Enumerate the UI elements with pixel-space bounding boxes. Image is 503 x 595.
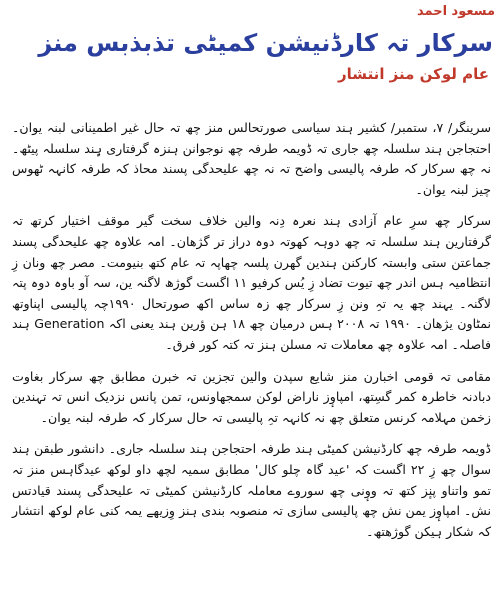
article-body [12,118,491,553]
byline: مسعود احمد [416,4,495,19]
paragraph-4: ڈویمہ طرفہ چھ کارڈنیشن کمیٹی ہند طرفہ احتجاجن ہند سلسلہ جاری۔ دانشور طبقن ہند سوال چھ زِ ۲۲ اگست کہ 'عید گاہ چلو کال' مطابق سمیہ لچھ داو لوکھ عیدگاہس منز تہ تمو واتناو پنٕز کتھ تہ ووٕنی چھ سوروے معاملہ کارڈنیشن کمیٹی تہ علیحدگی پسند قیادتس نش۔ امپاوٕز یمن نش چھ پالیسی سازی تہ منصوبہ بندی ہنز وِزیھے یمہ کنی عام لوکھ انتشار کہ شکار ہیکن گوژھتھ۔ [12,441,491,539]
subheadline: عام لوکن منز انتشار [338,65,489,83]
headline: سرکار تہ کارڈنیشن کمیٹی تذبذبس منز [38,29,493,57]
paragraph-3: مقامی تہ قومی اخبارن منز شایع سپدن والین تجزین تہ خبرن مطابق چھ سرکار بغاوت دبادنہ خاطرہ کمر گسِتھ، امپاوٕز ناراض لوکن سمجھاونس، تمن پانس نزدیک انس تہ تہندین زخمن مہلامہ کرنس متعلق چھ نہ کانہہ تہِ پالیسی تہ حال سرکار کہ طرفہ لبنہ یوان۔ [12,368,491,425]
paragraph-2: سرکار چھ سرِ عام آزادی ہند نعرہ دِنہ والین خلاف سخت گیر موقف اختیار کرتھ تہ گرفتارین ہند سلسلہ تہ چھ دوہہ کھوتہ دوہ دراز تر گژھان۔ امہ علاوہ چھ علیحدگی پسند جماعتن ستی وابستہ کارکنن ہندین گھرن پلسہ چھاپہ تہ عام کتھ بنیومت۔ مصر چھ ونان زِ انتظامیہ ہس اندر چھ تیوت تضاد زِ یُس کرفیو ۱۱ اگست گوژھ لاگنہ ین، سہ آو باوہ دوہ پتہ لاگنہ۔ یہند چھ یہ تہِ ونن زِ سرکار چھ زہ ساس اکھ صورتحال ۱۹۹۰چہ پالیسی اپناوتھ نمٹاون یژھان۔ ۱۹۹۰ تہ ۲۰۰۸ ہس درمیان چھ ۱۸ ہن ؤرین ہند یعنی اکہ Generation ہند فاصلہ۔ امہ علاوہ چھ معاملات تہ مسلن ہنز تہ کتہ کور فرق۔ [12,213,492,352]
paragraph-1: سرینگر/ ۷، ستمبر/ کشیر ہند سیاسی صورتحالس منز چھ تہ حال غیر اطمینانی لبنہ یوان۔ احتجاجن ہند سلسلہ چھ جاری تہ ڈویمہ طرفہ چھ نوجوانن ہنزہ گرفتاری ہٕند سلسلہ پیٹھ۔ نہ چھ سرکار کہ طرفہ پالیسی واضح تہ نہ چھ علیحدگی پسند محاذ کہ طرفہ کانہہ ٹھوس چیز لبنہ یوان۔ [12,120,491,197]
